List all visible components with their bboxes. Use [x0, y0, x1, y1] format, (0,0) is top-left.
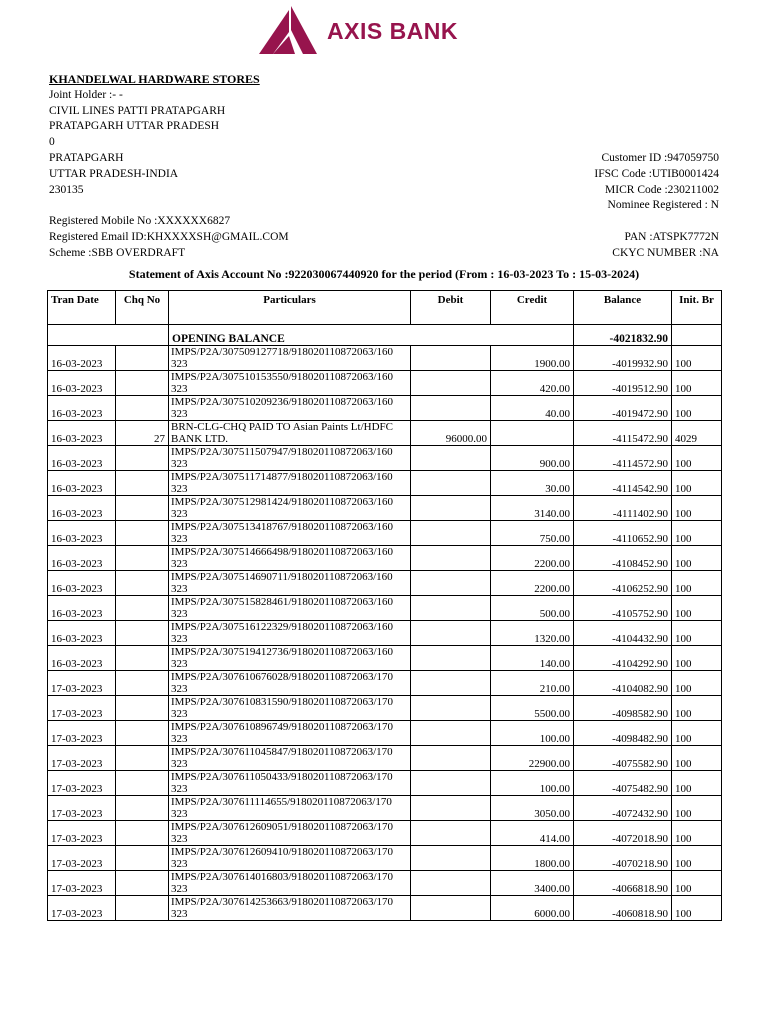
init-br: 100 — [672, 521, 722, 546]
table-row — [48, 346, 722, 371]
particulars-line: IMPS/P2A/307510153550/918020110872063/160 — [171, 371, 394, 383]
credit: 2200.00 — [491, 571, 574, 596]
debit — [411, 896, 491, 921]
customer-address-block — [49, 72, 260, 198]
particulars-line: IMPS/P2A/307511714877/918020110872063/160 — [171, 471, 393, 483]
particulars — [169, 371, 411, 396]
credit: 900.00 — [491, 446, 574, 471]
debit — [411, 821, 491, 846]
chq-no — [116, 696, 169, 721]
particulars-line: IMPS/P2A/307610831590/918020110872063/170 — [171, 696, 394, 708]
statement-title: Statement of Axis Account No :922030067440920 for the period (From : 16-03-2023 To : 15-03-2024) — [128, 267, 640, 281]
debit — [411, 846, 491, 871]
tran-date: 17-03-2023 — [48, 771, 116, 796]
chq-no — [116, 896, 169, 921]
bank-name: AXIS BANK — [327, 18, 459, 44]
credit: 2200.00 — [491, 546, 574, 571]
debit — [411, 571, 491, 596]
chq-no — [116, 596, 169, 621]
init-br: 100 — [672, 396, 722, 421]
address-line: UTTAR PRADESH-INDIA — [49, 167, 179, 180]
particulars-line: 323 — [171, 357, 188, 370]
credit: 1900.00 — [491, 346, 574, 371]
balance: -4106252.90 — [574, 571, 672, 596]
table-row — [48, 621, 722, 646]
init-br: 100 — [672, 771, 722, 796]
chq-no — [116, 771, 169, 796]
debit — [411, 871, 491, 896]
balance: -4070218.90 — [574, 846, 672, 871]
init-br: 100 — [672, 596, 722, 621]
opening-balance-value: -4021832.90 — [574, 325, 672, 346]
address-line: CIVIL LINES PATTI PRATAPGARH — [49, 104, 226, 117]
credit: 3400.00 — [491, 871, 574, 896]
debit — [411, 721, 491, 746]
particulars — [169, 596, 411, 621]
particulars — [169, 871, 411, 896]
table-row — [48, 546, 722, 571]
balance: -4114572.90 — [574, 446, 672, 471]
chq-no — [116, 471, 169, 496]
scheme: Scheme :SBB OVERDRAFT — [49, 246, 186, 259]
particulars-line: 323 — [171, 557, 188, 570]
particulars-line: IMPS/P2A/307512981424/918020110872063/160 — [171, 496, 394, 508]
particulars-line: 323 — [171, 782, 188, 795]
balance: -4104082.90 — [574, 671, 672, 696]
init-br: 100 — [672, 371, 722, 396]
particulars — [169, 646, 411, 671]
table-row — [48, 771, 722, 796]
init-br: 4029 — [672, 421, 722, 446]
particulars-line: 323 — [171, 657, 188, 670]
transactions-table — [47, 290, 722, 921]
table-row — [48, 596, 722, 621]
credit: 414.00 — [491, 821, 574, 846]
balance: -4111402.90 — [574, 496, 672, 521]
table-row — [48, 721, 722, 746]
axis-logo-icon — [259, 6, 323, 56]
balance: -4104432.90 — [574, 621, 672, 646]
particulars — [169, 746, 411, 771]
tran-date: 16-03-2023 — [48, 446, 116, 471]
table-row — [48, 871, 722, 896]
particulars-line: IMPS/P2A/307610896749/918020110872063/170 — [171, 721, 394, 733]
debit — [411, 796, 491, 821]
chq-no — [116, 371, 169, 396]
balance: -4072018.90 — [574, 821, 672, 846]
balance: -4098582.90 — [574, 696, 672, 721]
account-info-block — [594, 151, 719, 214]
registered-email: Registered Email ID:KHXXXXSH@GMAIL.COM — [49, 230, 289, 243]
tran-date: 17-03-2023 — [48, 871, 116, 896]
particulars-line: IMPS/P2A/307612609410/918020110872063/170 — [171, 846, 394, 858]
particulars-line: 323 — [171, 482, 188, 495]
chq-no — [116, 671, 169, 696]
credit: 22900.00 — [491, 746, 574, 771]
init-br: 100 — [672, 696, 722, 721]
credit: 100.00 — [491, 771, 574, 796]
particulars — [169, 546, 411, 571]
particulars-line: BANK LTD. — [171, 432, 229, 445]
tran-date: 16-03-2023 — [48, 496, 116, 521]
init-br: 100 — [672, 721, 722, 746]
particulars — [169, 771, 411, 796]
chq-no — [116, 821, 169, 846]
credit: 40.00 — [491, 396, 574, 421]
table-row — [48, 696, 722, 721]
tran-date: 17-03-2023 — [48, 746, 116, 771]
debit — [411, 546, 491, 571]
table-row — [48, 496, 722, 521]
init-br: 100 — [672, 446, 722, 471]
particulars — [169, 796, 411, 821]
micr-code: MICR Code :230211002 — [605, 183, 719, 196]
credit: 210.00 — [491, 671, 574, 696]
particulars-line: IMPS/P2A/307511507947/918020110872063/160 — [171, 446, 393, 458]
address-line: PRATAPGARH — [49, 151, 124, 164]
col-header-init-br: Init. Br — [672, 291, 722, 325]
col-header-credit: Credit — [491, 291, 574, 325]
credit: 420.00 — [491, 371, 574, 396]
particulars-line: 323 — [171, 707, 188, 720]
particulars — [169, 396, 411, 421]
address-line: 0 — [49, 136, 55, 149]
balance: -4115472.90 — [574, 421, 672, 446]
debit — [411, 521, 491, 546]
balance: -4019932.90 — [574, 346, 672, 371]
particulars — [169, 846, 411, 871]
particulars-line: IMPS/P2A/307509127718/918020110872063/160 — [171, 346, 394, 358]
tran-date: 17-03-2023 — [48, 796, 116, 821]
init-br: 100 — [672, 821, 722, 846]
tran-date: 17-03-2023 — [48, 846, 116, 871]
debit: 96000.00 — [411, 421, 491, 446]
debit — [411, 621, 491, 646]
init-br: 100 — [672, 871, 722, 896]
particulars-line: 323 — [171, 907, 188, 920]
col-header-debit: Debit — [411, 291, 491, 325]
opening-balance-row — [48, 325, 722, 346]
debit — [411, 346, 491, 371]
table-row — [48, 796, 722, 821]
debit — [411, 471, 491, 496]
chq-no — [116, 446, 169, 471]
address-line: PRATAPGARH UTTAR PRADESH — [49, 120, 220, 133]
col-header-date: Tran Date — [48, 291, 116, 325]
tran-date: 17-03-2023 — [48, 671, 116, 696]
tran-date: 16-03-2023 — [48, 596, 116, 621]
chq-no — [116, 746, 169, 771]
init-br: 100 — [672, 671, 722, 696]
credit: 6000.00 — [491, 896, 574, 921]
balance: -4114542.90 — [574, 471, 672, 496]
pan-number: PAN :ATSPK7772N — [624, 231, 719, 243]
chq-no — [116, 496, 169, 521]
debit — [411, 396, 491, 421]
credit: 750.00 — [491, 521, 574, 546]
chq-no: 27 — [116, 421, 169, 446]
particulars-line: IMPS/P2A/307515828461/918020110872063/160 — [171, 596, 394, 608]
init-br: 100 — [672, 621, 722, 646]
table-row — [48, 521, 722, 546]
registered-mobile: Registered Mobile No :XXXXXX6827 — [49, 215, 231, 227]
debit — [411, 696, 491, 721]
balance: -4072432.90 — [574, 796, 672, 821]
ckyc-number: CKYC NUMBER :NA — [612, 246, 719, 259]
tran-date: 16-03-2023 — [48, 471, 116, 496]
debit — [411, 771, 491, 796]
address-line: 230135 — [49, 183, 84, 196]
balance: -4019512.90 — [574, 371, 672, 396]
init-br: 100 — [672, 896, 722, 921]
debit — [411, 596, 491, 621]
particulars-line: 323 — [171, 832, 188, 845]
init-br: 100 — [672, 471, 722, 496]
tran-date: 16-03-2023 — [48, 371, 116, 396]
init-br: 100 — [672, 346, 722, 371]
credit: 1320.00 — [491, 621, 574, 646]
table-row — [48, 396, 722, 421]
customer-id: Customer ID :947059750 — [601, 152, 719, 164]
nominee-status: Nominee Registered : N — [607, 199, 719, 212]
tran-date: 16-03-2023 — [48, 521, 116, 546]
particulars-line: 323 — [171, 757, 188, 770]
credit: 500.00 — [491, 596, 574, 621]
particulars-line: IMPS/P2A/307519412736/918020110872063/160 — [171, 646, 394, 658]
particulars-line: 323 — [171, 857, 188, 870]
customer-name: KHANDELWAL HARDWARE STORES — [49, 72, 260, 86]
col-header-chq: Chq No — [116, 291, 169, 325]
tran-date: 16-03-2023 — [48, 346, 116, 371]
particulars — [169, 571, 411, 596]
particulars-line: 323 — [171, 457, 188, 470]
particulars-line: IMPS/P2A/307514666498/918020110872063/160 — [171, 546, 394, 558]
chq-no — [116, 846, 169, 871]
particulars-line: 323 — [171, 507, 188, 520]
credit: 5500.00 — [491, 696, 574, 721]
table-row — [48, 821, 722, 846]
tran-date: 17-03-2023 — [48, 721, 116, 746]
particulars — [169, 346, 411, 371]
kyc-block — [612, 230, 719, 262]
particulars — [169, 446, 411, 471]
particulars — [169, 621, 411, 646]
table-row — [48, 746, 722, 771]
credit: 100.00 — [491, 721, 574, 746]
balance: -4104292.90 — [574, 646, 672, 671]
init-br: 100 — [672, 546, 722, 571]
tran-date: 16-03-2023 — [48, 621, 116, 646]
debit — [411, 646, 491, 671]
chq-no — [116, 546, 169, 571]
table-row — [48, 671, 722, 696]
tran-date: 17-03-2023 — [48, 696, 116, 721]
particulars-line: IMPS/P2A/307514690711/918020110872063/160 — [171, 571, 393, 583]
particulars — [169, 721, 411, 746]
tran-date: 16-03-2023 — [48, 396, 116, 421]
balance: -4110652.90 — [574, 521, 672, 546]
particulars-line: 323 — [171, 382, 188, 395]
table-row — [48, 421, 722, 446]
debit — [411, 671, 491, 696]
col-header-balance: Balance — [574, 291, 672, 325]
balance: -4066818.90 — [574, 871, 672, 896]
init-br: 100 — [672, 796, 722, 821]
table-header-row — [48, 291, 722, 325]
particulars-line: 323 — [171, 532, 188, 545]
table-row — [48, 846, 722, 871]
particulars — [169, 521, 411, 546]
init-br: 100 — [672, 496, 722, 521]
init-br: 100 — [672, 646, 722, 671]
init-br: 100 — [672, 846, 722, 871]
particulars — [169, 821, 411, 846]
debit — [411, 746, 491, 771]
particulars — [169, 671, 411, 696]
chq-no — [116, 871, 169, 896]
tran-date: 16-03-2023 — [48, 546, 116, 571]
balance: -4108452.90 — [574, 546, 672, 571]
particulars-line: IMPS/P2A/307612609051/918020110872063/170 — [171, 821, 394, 833]
balance: -4019472.90 — [574, 396, 672, 421]
credit: 3050.00 — [491, 796, 574, 821]
table-row — [48, 471, 722, 496]
chq-no — [116, 721, 169, 746]
tran-date: 16-03-2023 — [48, 571, 116, 596]
particulars-line: IMPS/P2A/307611045847/918020110872063/170 — [171, 746, 393, 758]
particulars-line: 323 — [171, 807, 188, 820]
table-row — [48, 371, 722, 396]
debit — [411, 371, 491, 396]
chq-no — [116, 571, 169, 596]
particulars — [169, 421, 411, 446]
particulars-line: IMPS/P2A/307611050433/918020110872063/170 — [171, 771, 393, 783]
chq-no — [116, 621, 169, 646]
particulars — [169, 696, 411, 721]
balance: -4060818.90 — [574, 896, 672, 921]
particulars — [169, 471, 411, 496]
address-line: Joint Holder :- - — [49, 88, 123, 101]
particulars — [169, 896, 411, 921]
tran-date: 17-03-2023 — [48, 821, 116, 846]
table-row — [48, 571, 722, 596]
particulars — [169, 496, 411, 521]
particulars-line: IMPS/P2A/307614253663/918020110872063/170 — [171, 896, 394, 908]
particulars-line: IMPS/P2A/307611114655/918020110872063/170 — [171, 796, 392, 808]
init-br: 100 — [672, 746, 722, 771]
particulars-line: IMPS/P2A/307610676028/918020110872063/170 — [171, 671, 394, 683]
table-row — [48, 646, 722, 671]
table-row — [48, 896, 722, 921]
table-row — [48, 446, 722, 471]
chq-no — [116, 396, 169, 421]
particulars-line: IMPS/P2A/307510209236/918020110872063/160 — [171, 396, 394, 408]
chq-no — [116, 646, 169, 671]
credit: 1800.00 — [491, 846, 574, 871]
particulars-line: BRN-CLG-CHQ PAID TO Asian Paints Lt/HDFC — [171, 421, 393, 433]
balance: -4075482.90 — [574, 771, 672, 796]
tran-date: 16-03-2023 — [48, 421, 116, 446]
chq-no — [116, 796, 169, 821]
credit: 3140.00 — [491, 496, 574, 521]
debit — [411, 496, 491, 521]
particulars-line: 323 — [171, 732, 188, 745]
balance: -4098482.90 — [574, 721, 672, 746]
ifsc-code: IFSC Code :UTIB0001424 — [594, 167, 719, 180]
credit: 30.00 — [491, 471, 574, 496]
axis-bank-logo — [259, 6, 489, 58]
opening-balance-label: OPENING BALANCE — [169, 325, 574, 346]
contact-block — [49, 214, 289, 261]
particulars-line: IMPS/P2A/307614016803/918020110872063/170 — [171, 871, 394, 883]
tran-date: 17-03-2023 — [48, 896, 116, 921]
particulars-line: 323 — [171, 632, 188, 645]
particulars-line: 323 — [171, 607, 188, 620]
particulars-line: 323 — [171, 407, 188, 420]
init-br: 100 — [672, 571, 722, 596]
chq-no — [116, 346, 169, 371]
particulars-line: IMPS/P2A/307516122329/918020110872063/160 — [171, 621, 394, 633]
particulars-line: 323 — [171, 682, 188, 695]
balance: -4075582.90 — [574, 746, 672, 771]
credit: 140.00 — [491, 646, 574, 671]
chq-no — [116, 521, 169, 546]
tran-date: 16-03-2023 — [48, 646, 116, 671]
balance: -4105752.90 — [574, 596, 672, 621]
credit — [491, 421, 574, 446]
particulars-line: 323 — [171, 582, 188, 595]
particulars-line: 323 — [171, 882, 188, 895]
col-header-particulars: Particulars — [169, 291, 411, 325]
debit — [411, 446, 491, 471]
particulars-line: IMPS/P2A/307513418767/918020110872063/160 — [171, 521, 394, 533]
